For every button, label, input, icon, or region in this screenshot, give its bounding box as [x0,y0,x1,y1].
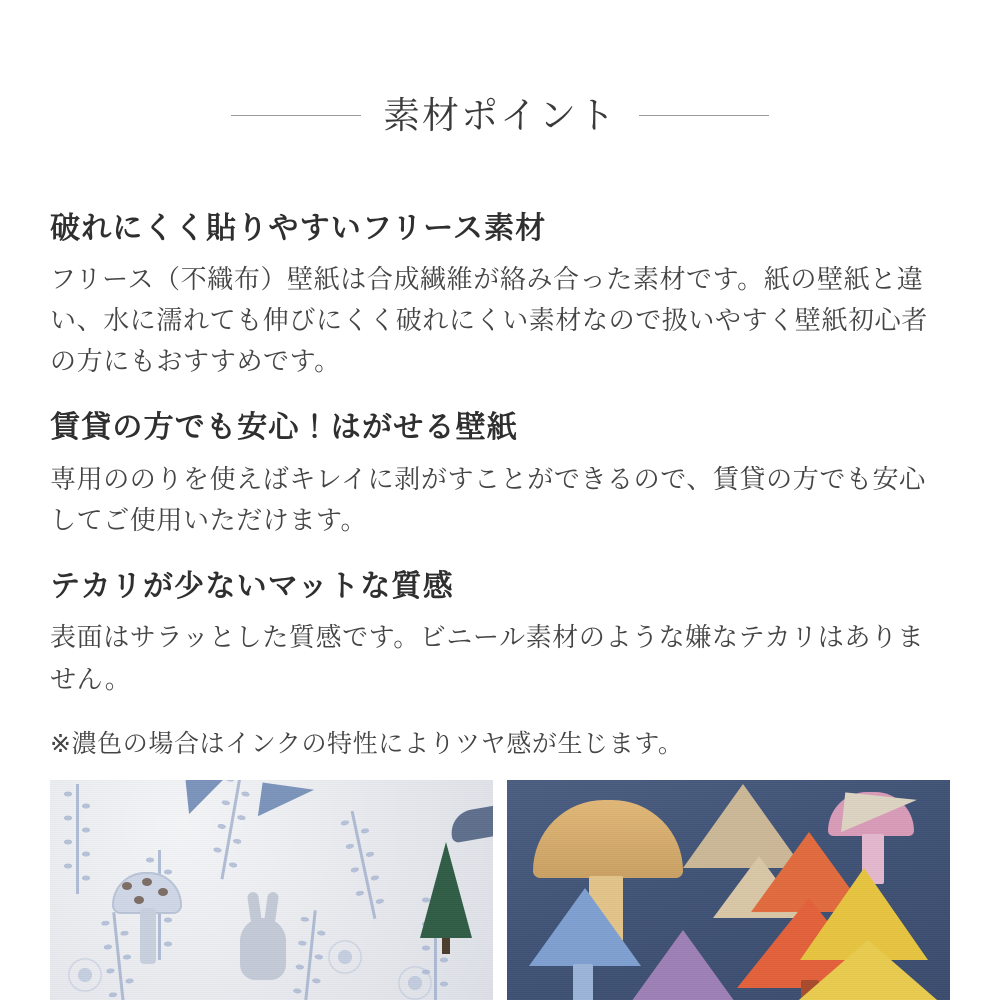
feature-body-matte: 表面はサラッとした質感です。ビニール素材のような嫌なテカリはありません。 [50,622,925,694]
feature-block-matte [50,567,950,700]
feature-body-fleece: フリース（不織布）壁紙は合成繊維が絡み合った素材です。紙の壁紙と違い、水に濡れても伸びにくく破れにくい素材なので扱いやすく壁紙初心者の方にもおすすめです。 [50,264,928,377]
title-rule-right [639,115,769,116]
disclaimer-note: ※濃色の場合はインクの特性によりツヤ感が生じます。 [50,729,684,758]
feature-block-fleece [50,209,950,383]
feature-block-removable [50,408,950,541]
feature-heading-removable: 賃貸の方でも安心！はがせる壁紙 [50,411,518,445]
content-area [50,209,950,764]
title-rule-left [231,115,361,116]
sample-image-row [50,780,950,1000]
pale-folk-pattern-wallpaper-sample [50,780,493,1000]
feature-heading-fleece: 破れにくく貼りやすいフリース素材 [50,211,547,245]
page-title: 素材ポイント [383,94,617,136]
feature-heading-matte: テカリが少ないマットな質感 [50,569,454,603]
navy-papercut-tree-wallpaper-sample [507,780,950,1000]
section-title-row [50,0,950,167]
feature-body-removable: 専用ののりを使えばキレイに剥がすことができるので、賃貸の方でも安心してご使用いただけます。 [50,463,926,535]
